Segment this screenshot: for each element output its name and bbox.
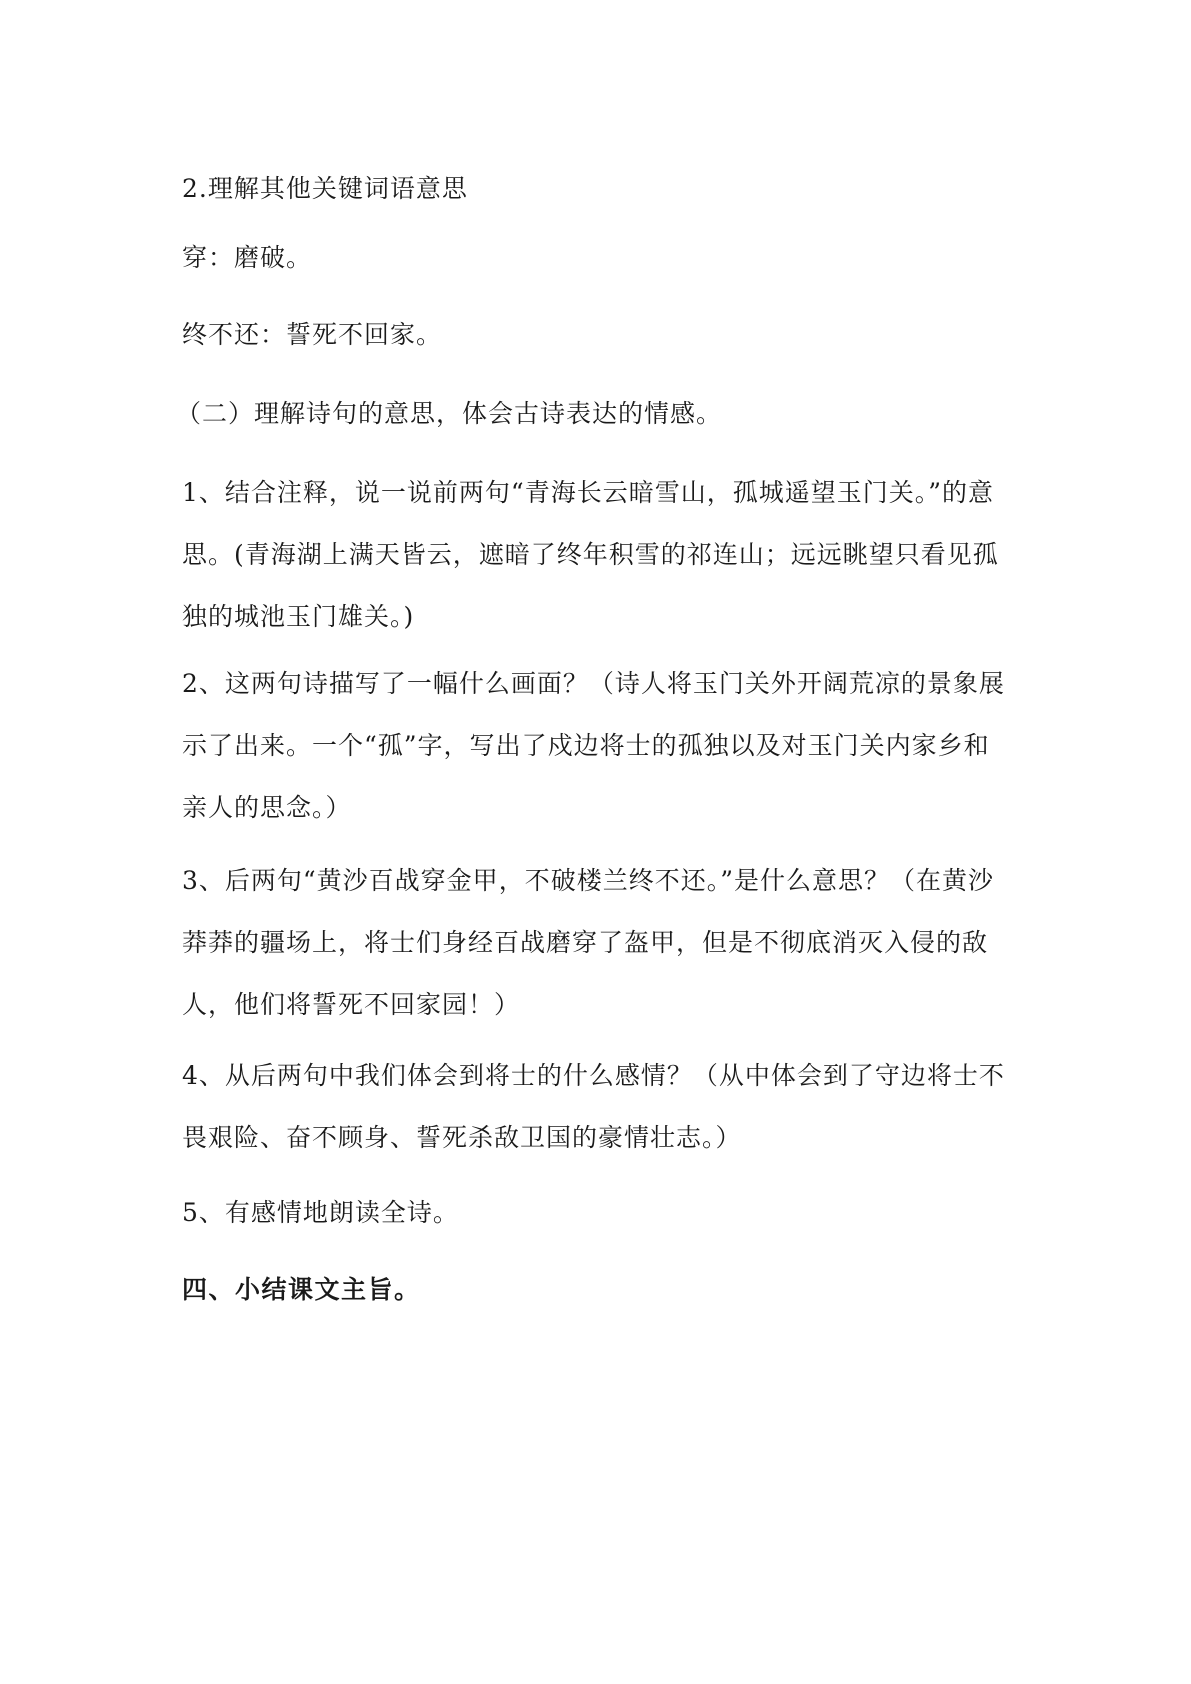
question-4: 4、从后两句中我们体会到将士的什么感情？（从中体会到了守边将士不畏艰险、奋不顾身、誓死杀敌卫国的豪情壮志。）	[182, 1061, 1005, 1152]
paragraph-understand-keywords: 2.理解其他关键词语意思	[182, 174, 468, 203]
paragraph-definition-chuan: 穿：磨破。	[182, 243, 313, 272]
question-2: 2、这两句诗描写了一幅什么画面？（诗人将玉门关外开阔荒凉的景象展示了出来。一个“孤”字，写出了戍边将士的孤独以及对玉门关内家乡和亲人的思念。）	[182, 669, 1005, 822]
section-heading-two: （二）理解诗句的意思，体会古诗表达的情感。	[176, 399, 723, 428]
paragraph-definition-zhongbuhuan: 终不还：誓死不回家。	[182, 320, 443, 349]
section-heading-four: 四、小结课文主旨。	[182, 1275, 421, 1304]
question-5: 5、有感情地朗读全诗。	[182, 1198, 459, 1227]
question-3: 3、后两句“黄沙百战穿金甲，不破楼兰终不还。”是什么意思？（在黄沙莽莽的疆场上，将士们身经百战磨穿了盔甲，但是不彻底消灭入侵的敌人，他们将誓死不回家园！）	[182, 866, 994, 1019]
question-1: 1、结合注释，说一说前两句“青海长云暗雪山，孤城遥望玉门关。”的意思。(青海湖上满天皆云，遮暗了终年积雪的祁连山；远远眺望只看见孤独的城池玉门雄关。)	[182, 478, 999, 631]
